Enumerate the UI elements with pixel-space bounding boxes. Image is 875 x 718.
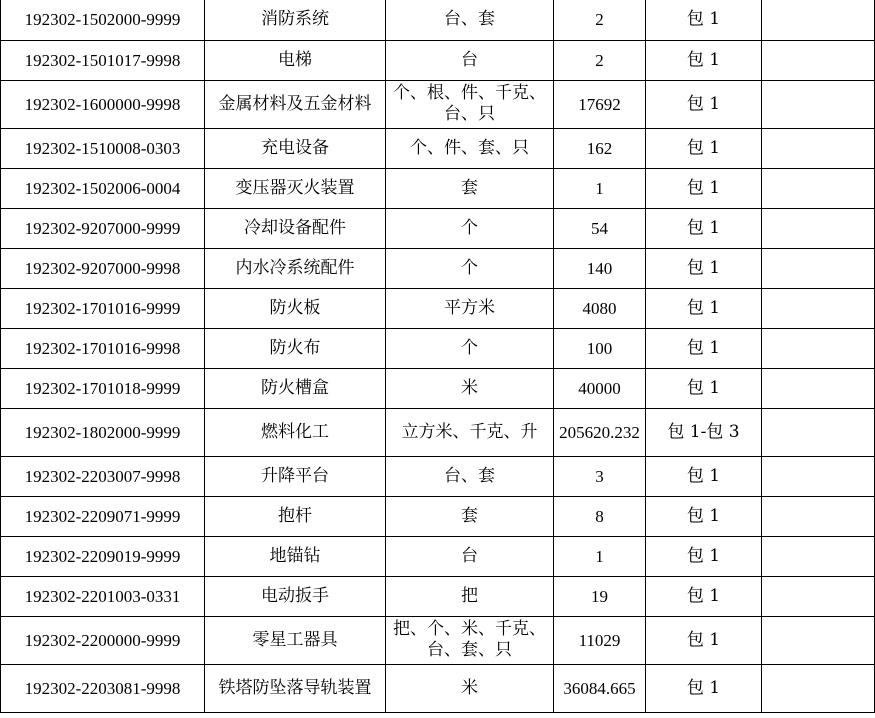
note-cell (762, 664, 875, 712)
note-cell (762, 328, 875, 368)
package-cell: 包 1 (646, 40, 762, 80)
material-code-cell: 192302-2203081-9998 (1, 664, 205, 712)
material-name-cell: 防火布 (205, 328, 386, 368)
unit-cell: 米 (386, 664, 554, 712)
material-name-cell: 充电设备 (205, 128, 386, 168)
unit-cell: 台 (386, 536, 554, 576)
quantity-cell: 2 (554, 0, 646, 40)
material-code-cell: 192302-1502000-9999 (1, 0, 205, 40)
note-cell (762, 168, 875, 208)
table-row (1, 616, 875, 664)
table-row (1, 40, 875, 80)
unit-cell: 平方米 (386, 288, 554, 328)
quantity-cell: 205620.232 (554, 408, 646, 456)
material-name-cell: 地锚钻 (205, 536, 386, 576)
package-cell: 包 1 (646, 208, 762, 248)
package-cell: 包 1 (646, 128, 762, 168)
quantity-cell: 8 (554, 496, 646, 536)
package-cell: 包 1 (646, 368, 762, 408)
unit-cell: 个 (386, 328, 554, 368)
material-name-cell: 金属材料及五金材料 (205, 80, 386, 128)
material-name-cell: 内水冷系统配件 (205, 248, 386, 288)
package-cell: 包 1 (646, 536, 762, 576)
quantity-cell: 11029 (554, 616, 646, 664)
table-row (1, 128, 875, 168)
material-name-cell: 防火槽盒 (205, 368, 386, 408)
table-row (1, 208, 875, 248)
quantity-cell: 1 (554, 168, 646, 208)
quantity-cell: 17692 (554, 80, 646, 128)
material-code-cell: 192302-9207000-9999 (1, 208, 205, 248)
note-cell (762, 288, 875, 328)
quantity-cell: 140 (554, 248, 646, 288)
material-name-cell: 铁塔防坠落导轨装置 (205, 664, 386, 712)
note-cell (762, 208, 875, 248)
package-cell: 包 1 (646, 664, 762, 712)
note-cell (762, 576, 875, 616)
material-name-cell: 燃料化工 (205, 408, 386, 456)
quantity-cell: 100 (554, 328, 646, 368)
unit-cell: 个、件、套、只 (386, 128, 554, 168)
table-row (1, 168, 875, 208)
unit-cell: 套 (386, 496, 554, 536)
unit-cell: 个、根、件、千克、台、只 (386, 80, 554, 128)
package-cell: 包 1 (646, 168, 762, 208)
material-code-cell: 192302-1802000-9999 (1, 408, 205, 456)
package-cell: 包 1-包 3 (646, 408, 762, 456)
note-cell (762, 128, 875, 168)
note-cell (762, 536, 875, 576)
material-name-cell: 电梯 (205, 40, 386, 80)
note-cell (762, 248, 875, 288)
note-cell (762, 456, 875, 496)
quantity-cell: 4080 (554, 288, 646, 328)
package-cell: 包 1 (646, 328, 762, 368)
table-row (1, 536, 875, 576)
material-code-cell: 192302-2209071-9999 (1, 496, 205, 536)
package-cell: 包 1 (646, 80, 762, 128)
unit-cell: 台 (386, 40, 554, 80)
table-row (1, 288, 875, 328)
material-name-cell: 抱杆 (205, 496, 386, 536)
material-name-cell: 消防系统 (205, 0, 386, 40)
package-cell: 包 1 (646, 496, 762, 536)
table-row (1, 408, 875, 456)
material-name-cell: 防火板 (205, 288, 386, 328)
quantity-cell: 2 (554, 40, 646, 80)
table-row (1, 368, 875, 408)
material-name-cell: 零星工器具 (205, 616, 386, 664)
material-code-cell: 192302-1701018-9999 (1, 368, 205, 408)
material-code-cell: 192302-1701016-9999 (1, 288, 205, 328)
unit-cell: 立方米、千克、升 (386, 408, 554, 456)
unit-cell: 米 (386, 368, 554, 408)
package-cell: 包 1 (646, 0, 762, 40)
package-cell: 包 1 (646, 456, 762, 496)
table-row (1, 496, 875, 536)
note-cell (762, 496, 875, 536)
material-code-cell: 192302-2209019-9999 (1, 536, 205, 576)
package-cell: 包 1 (646, 288, 762, 328)
package-cell: 包 1 (646, 576, 762, 616)
unit-cell: 台、套 (386, 0, 554, 40)
note-cell (762, 616, 875, 664)
note-cell (762, 80, 875, 128)
note-cell (762, 368, 875, 408)
material-code-cell: 192302-9207000-9998 (1, 248, 205, 288)
material-code-cell: 192302-1510008-0303 (1, 128, 205, 168)
quantity-cell: 1 (554, 536, 646, 576)
quantity-cell: 162 (554, 128, 646, 168)
material-name-cell: 电动扳手 (205, 576, 386, 616)
material-code-cell: 192302-1502006-0004 (1, 168, 205, 208)
material-name-cell: 升降平台 (205, 456, 386, 496)
material-code-cell: 192302-1600000-9998 (1, 80, 205, 128)
note-cell (762, 0, 875, 40)
table-row (1, 0, 875, 40)
package-cell: 包 1 (646, 248, 762, 288)
quantity-cell: 54 (554, 208, 646, 248)
quantity-cell: 3 (554, 456, 646, 496)
table-row (1, 576, 875, 616)
material-code-cell: 192302-1701016-9998 (1, 328, 205, 368)
unit-cell: 台、套 (386, 456, 554, 496)
quantity-cell: 40000 (554, 368, 646, 408)
quantity-cell: 36084.665 (554, 664, 646, 712)
material-name-cell: 变压器灭火装置 (205, 168, 386, 208)
material-code-cell: 192302-2203007-9998 (1, 456, 205, 496)
material-table-body (1, 0, 875, 712)
table-row (1, 248, 875, 288)
unit-cell: 套 (386, 168, 554, 208)
unit-cell: 把 (386, 576, 554, 616)
unit-cell: 把、个、米、千克、台、套、只 (386, 616, 554, 664)
package-cell: 包 1 (646, 616, 762, 664)
unit-cell: 个 (386, 248, 554, 288)
material-code-cell: 192302-2201003-0331 (1, 576, 205, 616)
table-row (1, 328, 875, 368)
material-code-cell: 192302-2200000-9999 (1, 616, 205, 664)
quantity-cell: 19 (554, 576, 646, 616)
unit-cell: 个 (386, 208, 554, 248)
material-code-cell: 192302-1501017-9998 (1, 40, 205, 80)
table-row (1, 664, 875, 712)
note-cell (762, 408, 875, 456)
table-row (1, 456, 875, 496)
table-row (1, 80, 875, 128)
material-name-cell: 冷却设备配件 (205, 208, 386, 248)
note-cell (762, 40, 875, 80)
